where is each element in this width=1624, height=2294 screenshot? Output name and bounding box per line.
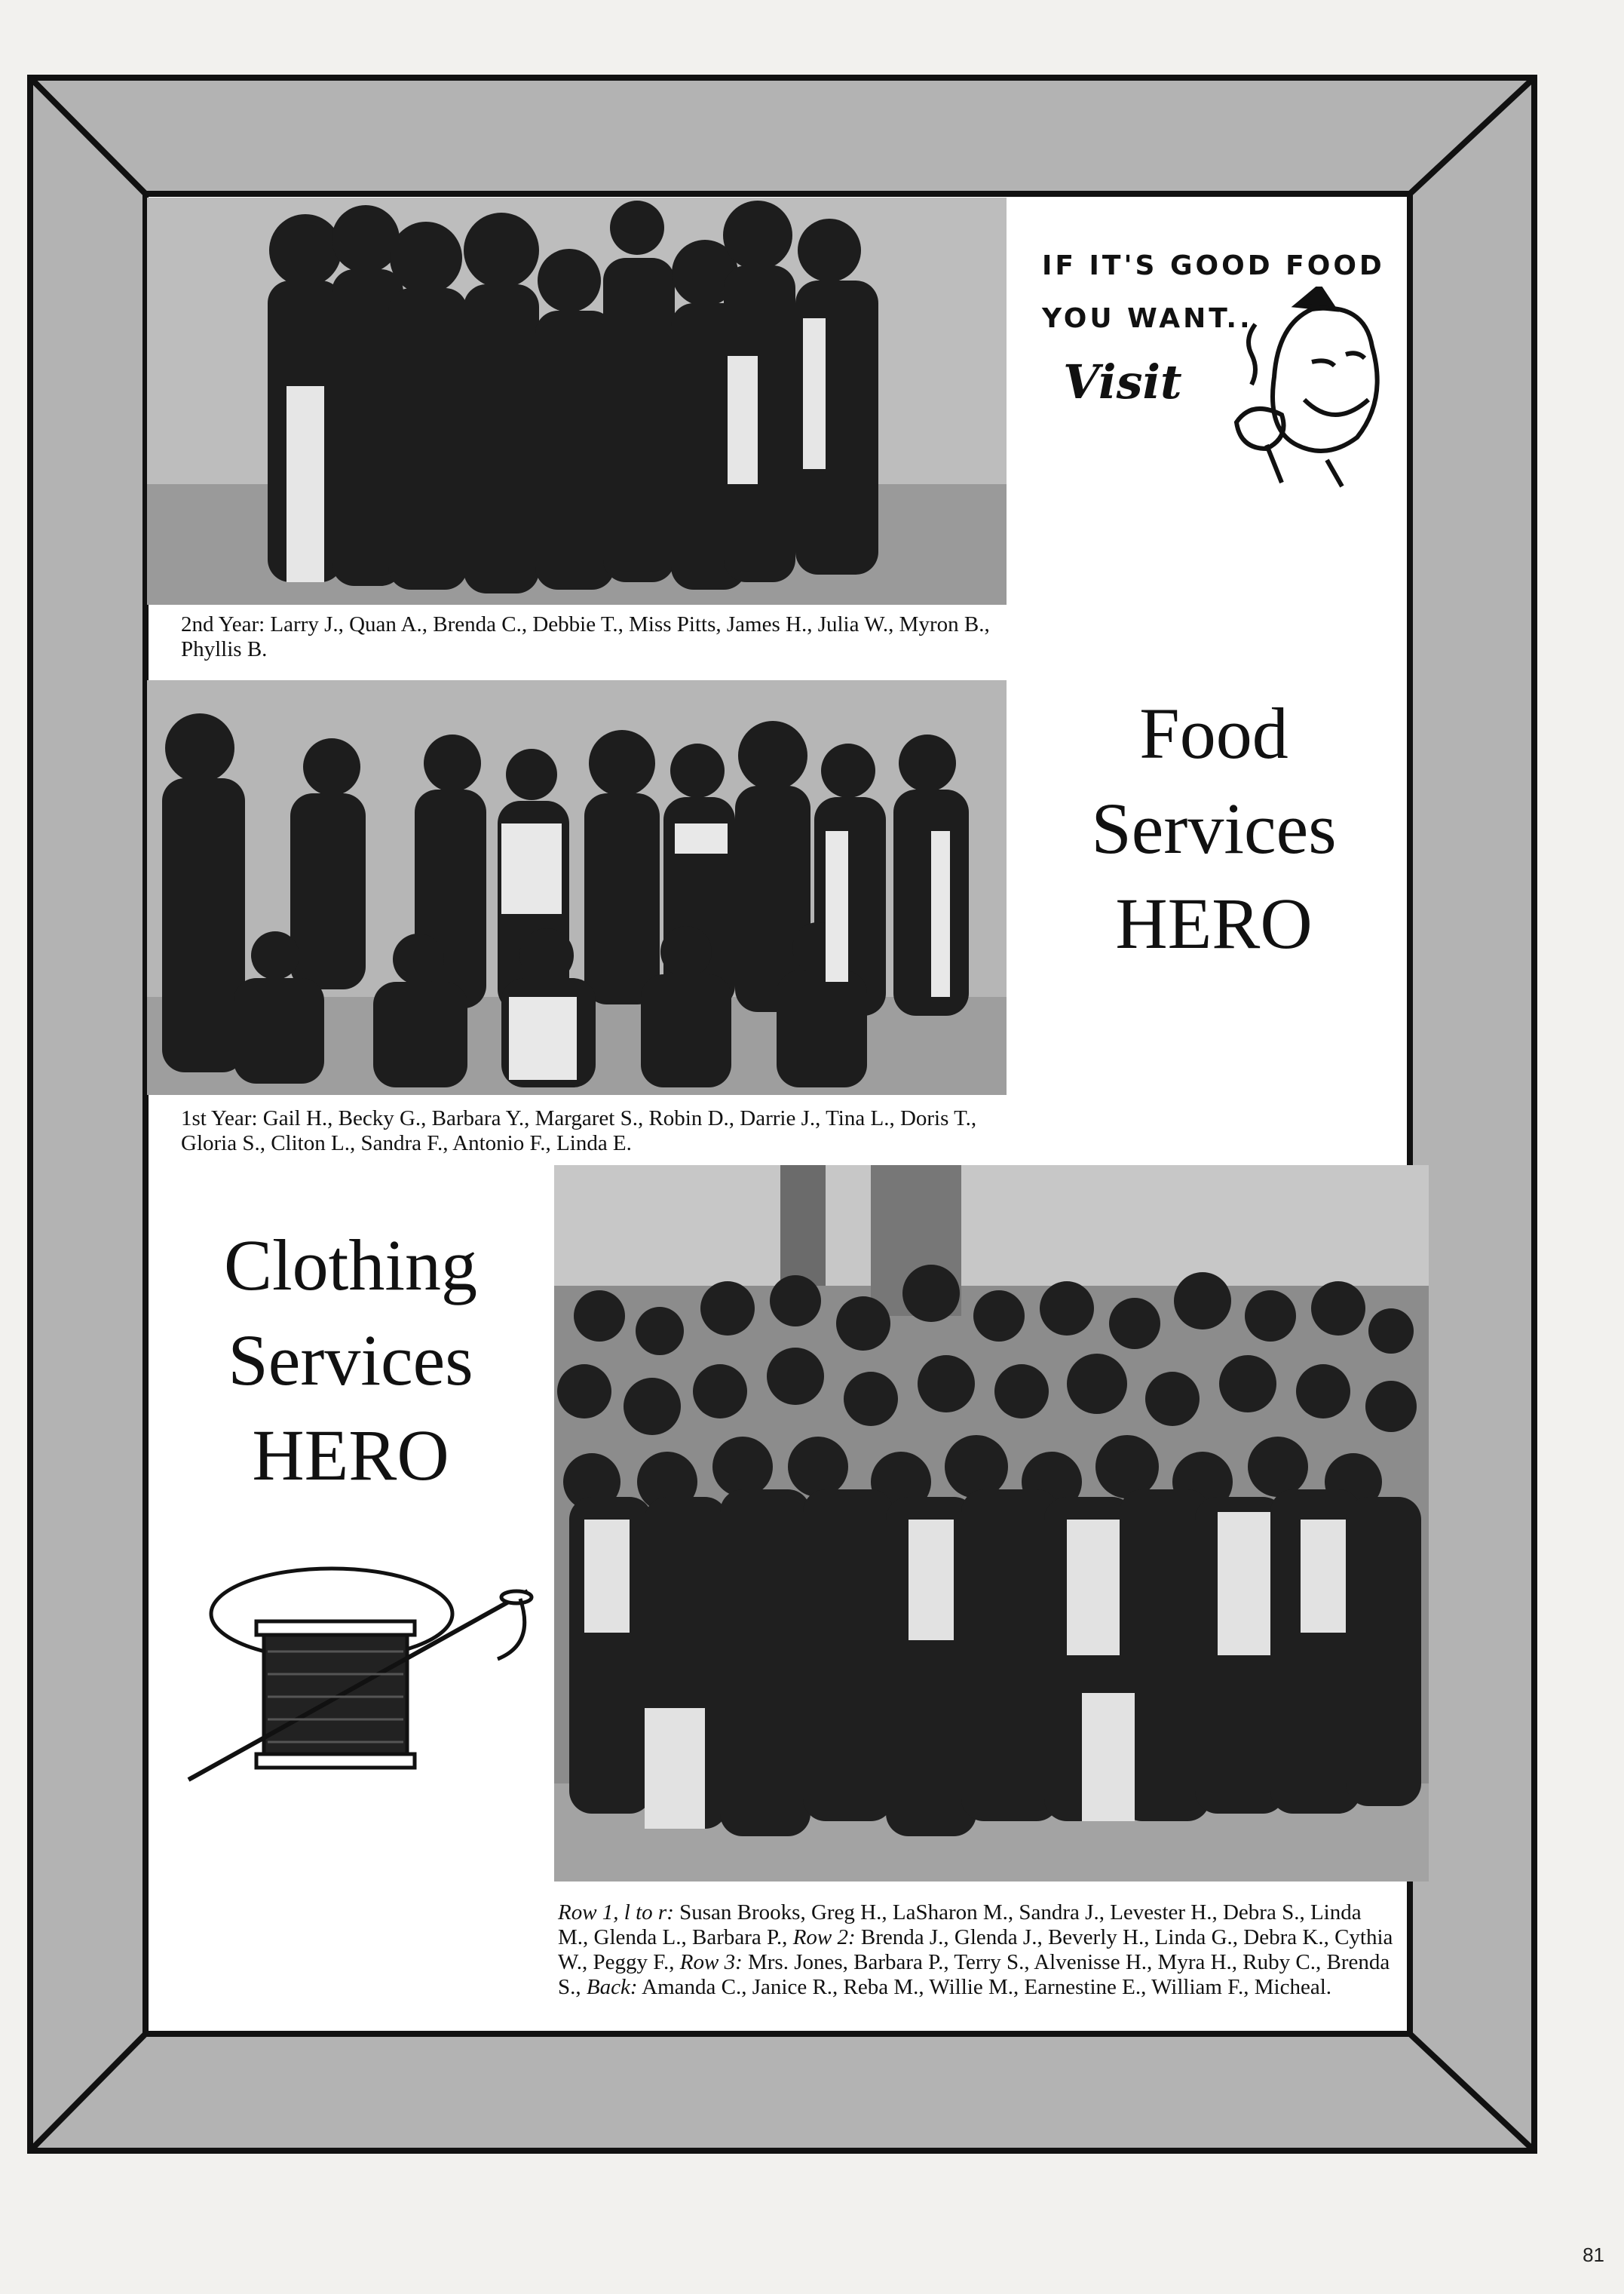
page-number: 81	[1583, 2243, 1604, 2266]
caption-part-1: Row 1, l to r:	[558, 1900, 674, 1924]
food-heading-line-3: HERO	[1115, 883, 1313, 964]
caption-part-3: Row 2:	[792, 1925, 856, 1949]
good-food-ad	[1033, 241, 1410, 513]
ad-line-1: IF IT'S GOOD FOOD	[1042, 250, 1385, 281]
caption-part-2: Susan Brooks, Greg H., LaSharon M., Sandra J., Levester H., Debra S., Linda M., Glenda L., Barbara P.,	[558, 1900, 1362, 1949]
ad-line-2: YOU WANT..	[1042, 303, 1253, 334]
ad-visit-script: Visit	[1063, 354, 1182, 409]
caption-part-6: Mrs. Jones, Barbara P., Terry S., Alvenisse H., Myra H., Ruby C., Brenda S.,	[558, 1950, 1390, 1999]
clothing-heading-line-1: Clothing	[223, 1225, 478, 1305]
food-second-year-caption: 2nd Year: Larry J., Quan A., Brenda C., Debbie T., Miss Pitts, James H., Julia W., Myron B., Phyllis B.	[181, 612, 990, 661]
clothing-group-caption	[558, 1900, 1395, 2000]
food-second-year-photo	[147, 198, 1007, 605]
clothing-heading-line-2: Services	[228, 1320, 473, 1400]
spool-needle-icon	[181, 1553, 535, 1787]
clothing-heading-line-3: HERO	[252, 1415, 449, 1495]
food-first-year-caption: 1st Year: Gail H., Becky G., Barbara Y., Margaret S., Robin D., Darrie J., Tina L., Doris T., Gloria S., Cliton L., Sandra F., Antonio F., Linda E.	[181, 1106, 977, 1155]
caption-part-5: Row 3:	[679, 1950, 743, 1974]
food-heading-line-2: Services	[1091, 788, 1337, 869]
caption-part-4: Brenda J., Glenda J., Beverly H., Linda G., Debra K., Cythia W., Peggy F.,	[558, 1925, 1393, 1974]
caption-part-7: Back:	[586, 1975, 638, 1999]
clothing-services-heading	[173, 1218, 528, 1503]
caption-part-8: Amanda C., Janice R., Reba M., Willie M., Earnestine E., William F., Micheal.	[637, 1975, 1332, 1999]
clothing-group-photo	[554, 1165, 1429, 1882]
food-heading-line-1: Food	[1139, 693, 1288, 774]
food-first-year-photo	[147, 680, 1007, 1095]
food-services-heading	[1040, 686, 1387, 971]
chef-cartoon-icon	[1221, 287, 1402, 490]
